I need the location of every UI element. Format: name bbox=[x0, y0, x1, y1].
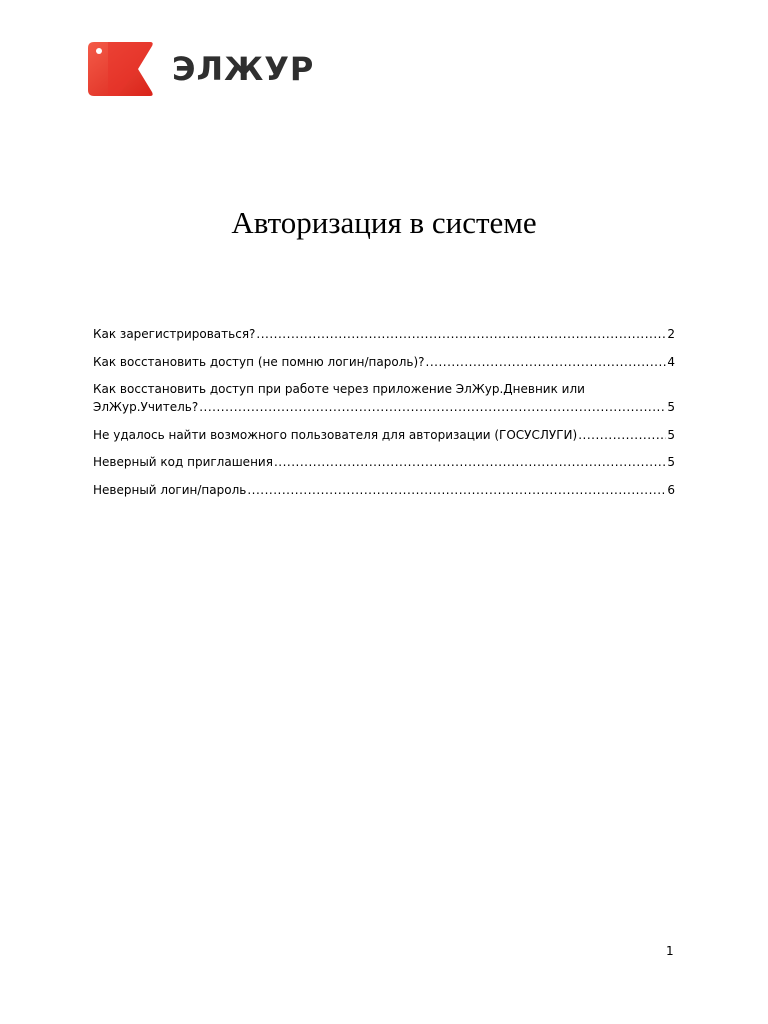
toc-entry[interactable] bbox=[93, 481, 675, 499]
toc-entry-title: Как восстановить доступ (не помню логин/пароль)? bbox=[93, 354, 425, 369]
toc-dot-leader bbox=[256, 325, 666, 343]
toc-entry[interactable] bbox=[93, 426, 675, 444]
toc-page-number: 6 bbox=[667, 482, 675, 497]
toc-entry[interactable] bbox=[93, 353, 675, 371]
logo bbox=[88, 42, 314, 96]
table-of-contents bbox=[93, 325, 675, 508]
toc-dot-leader bbox=[199, 398, 666, 416]
toc-entry[interactable] bbox=[93, 453, 675, 471]
toc-page-number: 2 bbox=[667, 327, 675, 341]
toc-page-number: 5 bbox=[667, 427, 675, 442]
toc-entry-title: Неверный код приглашения bbox=[93, 455, 273, 469]
page-number: 1 bbox=[666, 944, 674, 958]
toc-entry-title-line: Как восстановить доступ при работе через приложение ЭлЖур.Дневник или bbox=[93, 382, 585, 396]
toc-entry[interactable] bbox=[93, 380, 675, 416]
toc-entry[interactable] bbox=[93, 325, 675, 343]
eljur-logo-icon bbox=[88, 42, 158, 96]
toc-page-number: 5 bbox=[667, 455, 675, 469]
document-title: Авторизация в системе bbox=[231, 205, 537, 240]
toc-entry-title: Как зарегистрироваться? bbox=[93, 327, 256, 341]
logo-text: ЭЛЖУР bbox=[172, 50, 315, 88]
toc-dot-leader bbox=[247, 481, 666, 499]
toc-entry-title: ЭлЖур.Учитель? bbox=[93, 400, 199, 414]
toc-entry-title: Не удалось найти возможного пользователя для авторизации (ГОСУСЛУГИ) bbox=[93, 427, 578, 442]
toc-entry-title: Неверный логин/пароль bbox=[93, 482, 247, 497]
toc-dot-leader bbox=[274, 453, 666, 471]
toc-page-number: 5 bbox=[667, 400, 675, 414]
toc-dot-leader bbox=[426, 353, 667, 371]
toc-page-number: 4 bbox=[667, 354, 675, 369]
toc-dot-leader bbox=[578, 426, 666, 444]
